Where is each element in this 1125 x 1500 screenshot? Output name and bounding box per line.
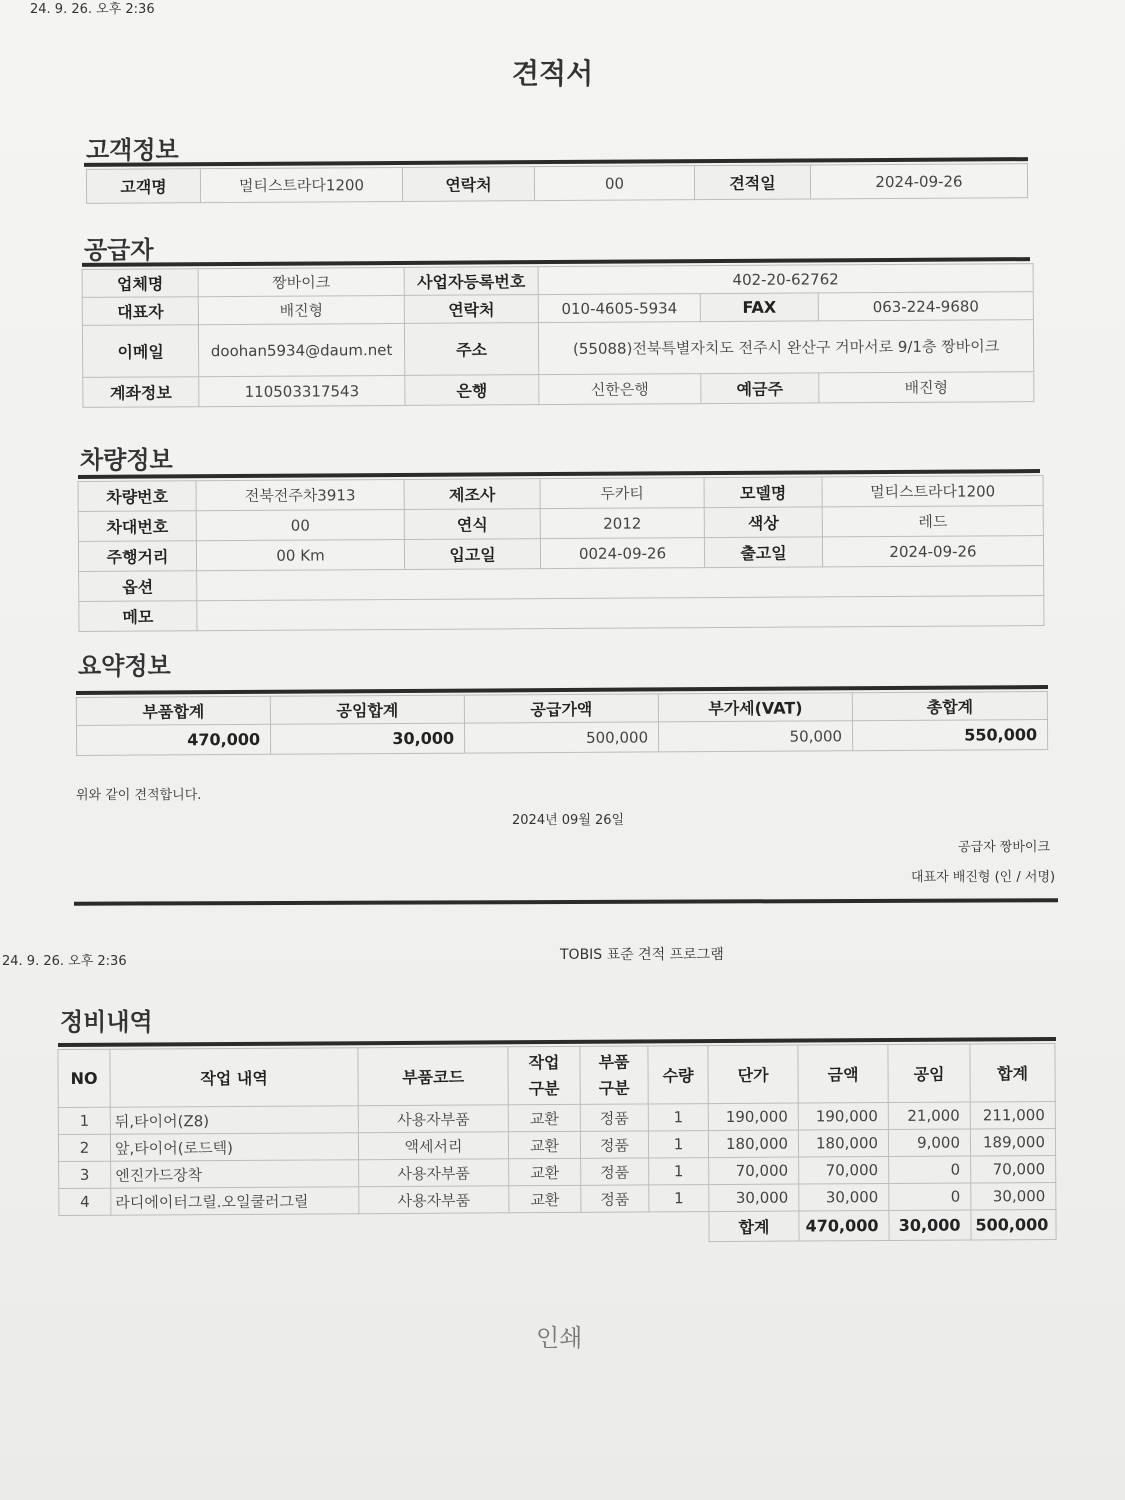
holder-value: 배진형: [819, 372, 1034, 403]
email-value: doohan5934@daum.net: [198, 323, 404, 376]
plate-value: 전북전주차3913: [196, 479, 404, 510]
header-labor: 공임: [888, 1044, 970, 1102]
supplier-section-title: 공급자: [84, 236, 154, 264]
row-labor: 9,000: [888, 1129, 970, 1157]
top-timestamp: 24. 9. 26. 오후 2:36: [30, 2, 155, 17]
row-code: 사용자부품: [359, 1159, 509, 1187]
model-label: 모델명: [704, 477, 822, 508]
row-code: 사용자부품: [358, 1105, 508, 1133]
row-amount: 180,000: [798, 1129, 888, 1157]
header-parttype-2: 구분: [598, 1078, 630, 1098]
header-work: 작업 내역: [110, 1048, 358, 1108]
header-parttype: [580, 1046, 648, 1104]
row-qty: 1: [649, 1158, 709, 1185]
quote-date-label: 견적일: [694, 165, 810, 200]
header-price: 단가: [708, 1045, 798, 1104]
color-value: 레드: [822, 506, 1043, 537]
account-value: 110503317543: [199, 375, 405, 406]
customer-contact-label: 연락처: [402, 167, 534, 202]
row-amount: 30,000: [799, 1183, 889, 1211]
maker-label: 제조사: [404, 479, 540, 510]
vehicle-section-title: 차량정보: [80, 446, 173, 474]
row-no: 4: [59, 1188, 111, 1215]
row-work: 엔진가드장착: [111, 1160, 359, 1189]
statement-text: 위와 같이 견적합니다.: [76, 788, 202, 803]
row-code: 사용자부품: [359, 1186, 509, 1214]
summary-header-supply: 공급가액: [464, 694, 658, 723]
service-table: [57, 1043, 1056, 1246]
vehicle-table: [78, 475, 1045, 632]
row-labor: 21,000: [888, 1102, 970, 1130]
header-amount: 금액: [798, 1044, 888, 1103]
total-spacer: [59, 1212, 709, 1246]
summary-header-parts: 부품합계: [76, 696, 270, 725]
document-title: 견적서: [512, 57, 594, 90]
customer-section-title: 고객정보: [86, 136, 179, 164]
row-worktype: 교환: [508, 1104, 580, 1131]
maker-value: 두카티: [540, 478, 704, 509]
row-parttype: 정품: [580, 1104, 648, 1131]
total-row: [59, 1209, 1056, 1245]
summary-supply-value: 500,000: [464, 722, 658, 753]
footer-program: TOBIS 표준 견적 프로그램: [560, 947, 724, 963]
row-no: 3: [59, 1161, 111, 1188]
summary-header-labor: 공임합계: [270, 695, 464, 724]
total-sum: 500,000: [971, 1209, 1056, 1240]
row-no: 2: [58, 1134, 110, 1161]
year-value: 2012: [540, 508, 704, 539]
row-no: 1: [58, 1107, 110, 1134]
customer-contact: 00: [534, 166, 694, 201]
option-label: 옵션: [79, 571, 197, 602]
footer-timestamp: 24. 9. 26. 오후 2:36: [2, 954, 127, 969]
statement-date: 2024년 09월 26일: [512, 813, 625, 828]
row-qty: 1: [648, 1131, 708, 1158]
page-end-rule: [74, 898, 1058, 905]
summary-total-value: 550,000: [852, 720, 1047, 751]
row-parttype: 정품: [580, 1131, 648, 1158]
supplier-phone-label: 연락처: [404, 295, 538, 324]
in-date-value: 0024-09-26: [540, 538, 704, 569]
ceo-name: 배진형: [198, 295, 404, 324]
year-label: 연식: [404, 509, 540, 540]
total-amount: 470,000: [799, 1210, 889, 1241]
ceo-label: 대표자: [82, 297, 198, 326]
color-label: 색상: [704, 507, 822, 538]
memo-value: [197, 596, 1044, 631]
row-work: 앞,타이어(로드텍): [110, 1133, 358, 1162]
bank-value: 신한은행: [539, 374, 701, 405]
bank-label: 은행: [405, 375, 539, 406]
bizno-value: 402-20-62762: [538, 264, 1033, 295]
row-labor: 0: [889, 1156, 971, 1184]
row-labor: 0: [889, 1183, 971, 1211]
summary-header-vat: 부가세(VAT): [658, 693, 852, 722]
memo-label: 메모: [79, 601, 197, 632]
model-value: 멀티스트라다1200: [822, 476, 1043, 507]
summary-header-total: 총합계: [852, 692, 1047, 721]
supplier-sign: 공급자 짱바이크: [958, 840, 1051, 855]
account-label: 계좌정보: [83, 377, 199, 408]
print-button[interactable]: 인쇄: [536, 1324, 583, 1352]
mileage-value: 00 Km: [196, 539, 404, 570]
row-worktype: 교환: [508, 1131, 580, 1158]
supplier-table: [82, 263, 1035, 408]
fax-value: 063-224-9680: [818, 292, 1033, 321]
company-label: 업체명: [82, 269, 198, 298]
header-worktype: [508, 1046, 580, 1104]
row-code: 액세서리: [358, 1132, 508, 1160]
row-worktype: 교환: [509, 1185, 581, 1212]
row-amount: 190,000: [798, 1102, 888, 1130]
header-code: 부품코드: [358, 1047, 508, 1106]
ceo-sign: 대표자 배진형 (인 / 서명): [911, 870, 1056, 885]
service-section-title: 정비내역: [60, 1008, 153, 1036]
plate-label: 차량번호: [78, 481, 196, 512]
row-parttype: 정품: [581, 1158, 649, 1185]
supplier-phone: 010-4605-5934: [538, 294, 700, 323]
header-no: NO: [58, 1049, 110, 1107]
customer-name: 멀티스트라다1200: [200, 167, 402, 202]
row-amount: 70,000: [799, 1156, 889, 1184]
row-total: 30,000: [971, 1182, 1056, 1210]
summary-table: [76, 691, 1048, 756]
row-price: 30,000: [709, 1184, 799, 1212]
header-worktype-2: 구분: [528, 1078, 560, 1098]
email-label: 이메일: [82, 325, 198, 378]
company-name: 짱바이크: [198, 267, 404, 296]
row-parttype: 정품: [581, 1185, 649, 1212]
out-date-label: 출고일: [704, 537, 822, 568]
summary-section-title: 요약정보: [78, 652, 171, 680]
header-worktype-1: 작업: [528, 1052, 560, 1072]
total-label: 합계: [709, 1211, 799, 1242]
row-work: 뒤,타이어(Z8): [110, 1106, 358, 1135]
fax-label: FAX: [700, 293, 818, 322]
row-qty: 1: [649, 1185, 709, 1212]
row-price: 180,000: [708, 1130, 798, 1158]
row-price: 70,000: [709, 1157, 799, 1185]
row-total: 70,000: [971, 1155, 1056, 1183]
vin-value: 00: [196, 509, 404, 540]
header-parttype-1: 부품: [598, 1052, 630, 1072]
holder-label: 예금주: [701, 373, 819, 404]
quote-date: 2024-09-26: [810, 164, 1027, 199]
vin-label: 차대번호: [78, 511, 196, 542]
row-worktype: 교환: [509, 1158, 581, 1185]
bizno-label: 사업자등록번호: [404, 267, 538, 296]
header-total: 합계: [970, 1043, 1055, 1102]
row-total: 211,000: [970, 1101, 1055, 1129]
summary-parts-value: 470,000: [77, 724, 271, 755]
row-price: 190,000: [708, 1103, 798, 1131]
address-value: (55088)전북특별자치도 전주시 완산구 거마서로 9/1층 짱바이크: [538, 320, 1033, 375]
row-work: 라디에이터그릴.오일쿨러그릴: [111, 1187, 359, 1216]
row-total: 189,000: [970, 1128, 1055, 1156]
in-date-label: 입고일: [404, 539, 540, 570]
summary-labor-value: 30,000: [270, 723, 464, 754]
mileage-label: 주행거리: [78, 541, 196, 572]
out-date-value: 2024-09-26: [822, 536, 1043, 567]
total-labor: 30,000: [889, 1210, 971, 1241]
header-qty: 수량: [648, 1046, 708, 1104]
customer-table: [86, 163, 1028, 204]
row-qty: 1: [648, 1104, 708, 1131]
summary-vat-value: 50,000: [658, 721, 852, 752]
customer-name-label: 고객명: [86, 169, 200, 204]
address-label: 주소: [404, 323, 538, 376]
